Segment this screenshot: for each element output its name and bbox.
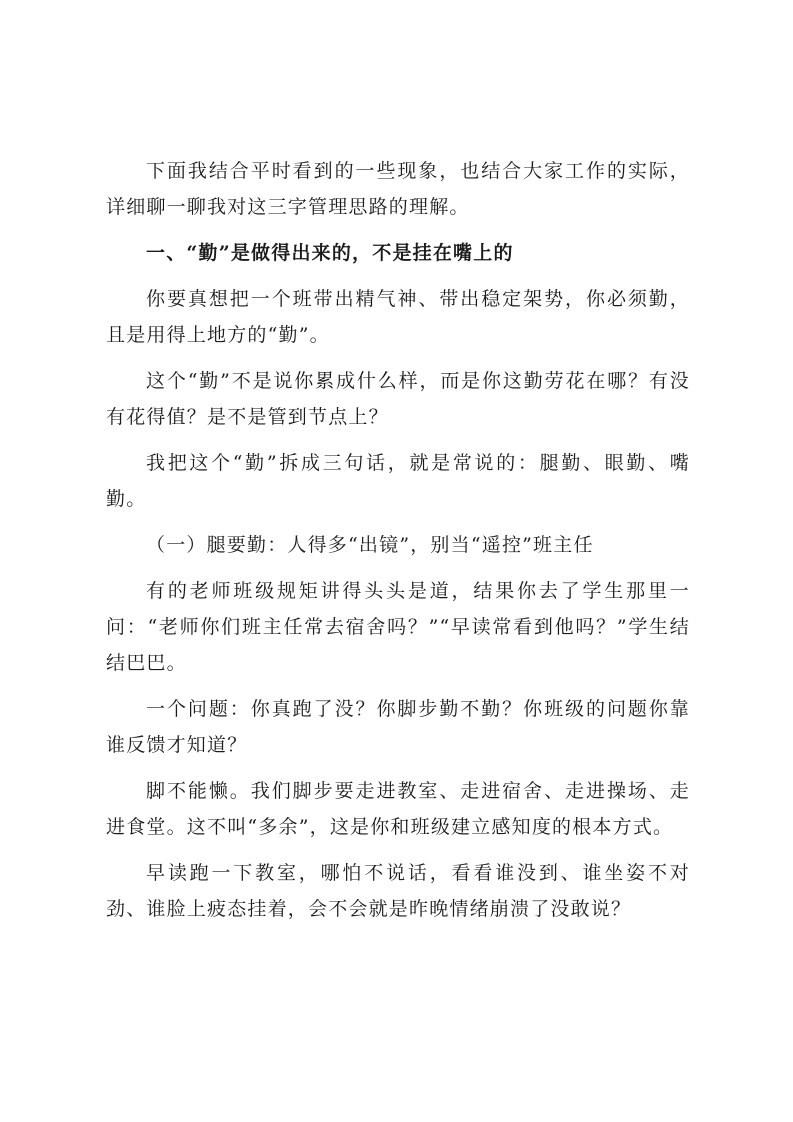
document-body xyxy=(106,153,690,937)
paragraph: 这个“勤”不是说你累成什么样，而是你这勤劳花在哪？有没有花得值？是不是管到节点上？ xyxy=(106,370,690,428)
paragraph: 有的老师班级规矩讲得头头是道，结果你去了学生那里一问：“老师你们班主任常去宿舍吗？”“早读常看到他吗？”学生结结巴巴。 xyxy=(106,580,690,674)
paragraph: 一个问题：你真跑了没？你脚步勤不勤？你班级的问题你靠谁反馈才知道？ xyxy=(106,698,690,756)
paragraph: 早读跑一下教室，哪怕不说话，看看谁没到、谁坐姿不对劲、谁脸上疲态挂着，会不会就是昨晚情绪崩溃了没敢说？ xyxy=(106,862,690,920)
subsection-heading-1: （一）腿要勤：人得多“出镜”，别当“遥控”班主任 xyxy=(146,534,594,556)
section-heading-1: 一、“勤”是做得出来的，不是挂在嘴上的 xyxy=(146,242,514,264)
paragraph: 我把这个“勤”拆成三句话，就是常说的：腿勤、眼勤、嘴勤。 xyxy=(106,452,690,510)
paragraph: 脚不能懒。我们脚步要走进教室、走进宿舍、走进操场、走进食堂。这不叫“多余”，这是你和班级建立感知度的根本方式。 xyxy=(106,780,690,838)
paragraph: 你要真想把一个班带出精气神、带出稳定架势，你必须勤，且是用得上地方的“勤”。 xyxy=(106,288,690,346)
paragraph-intro: 下面我结合平时看到的一些现象，也结合大家工作的实际，详细聊一聊我对这三字管理思路的理解。 xyxy=(106,160,690,218)
